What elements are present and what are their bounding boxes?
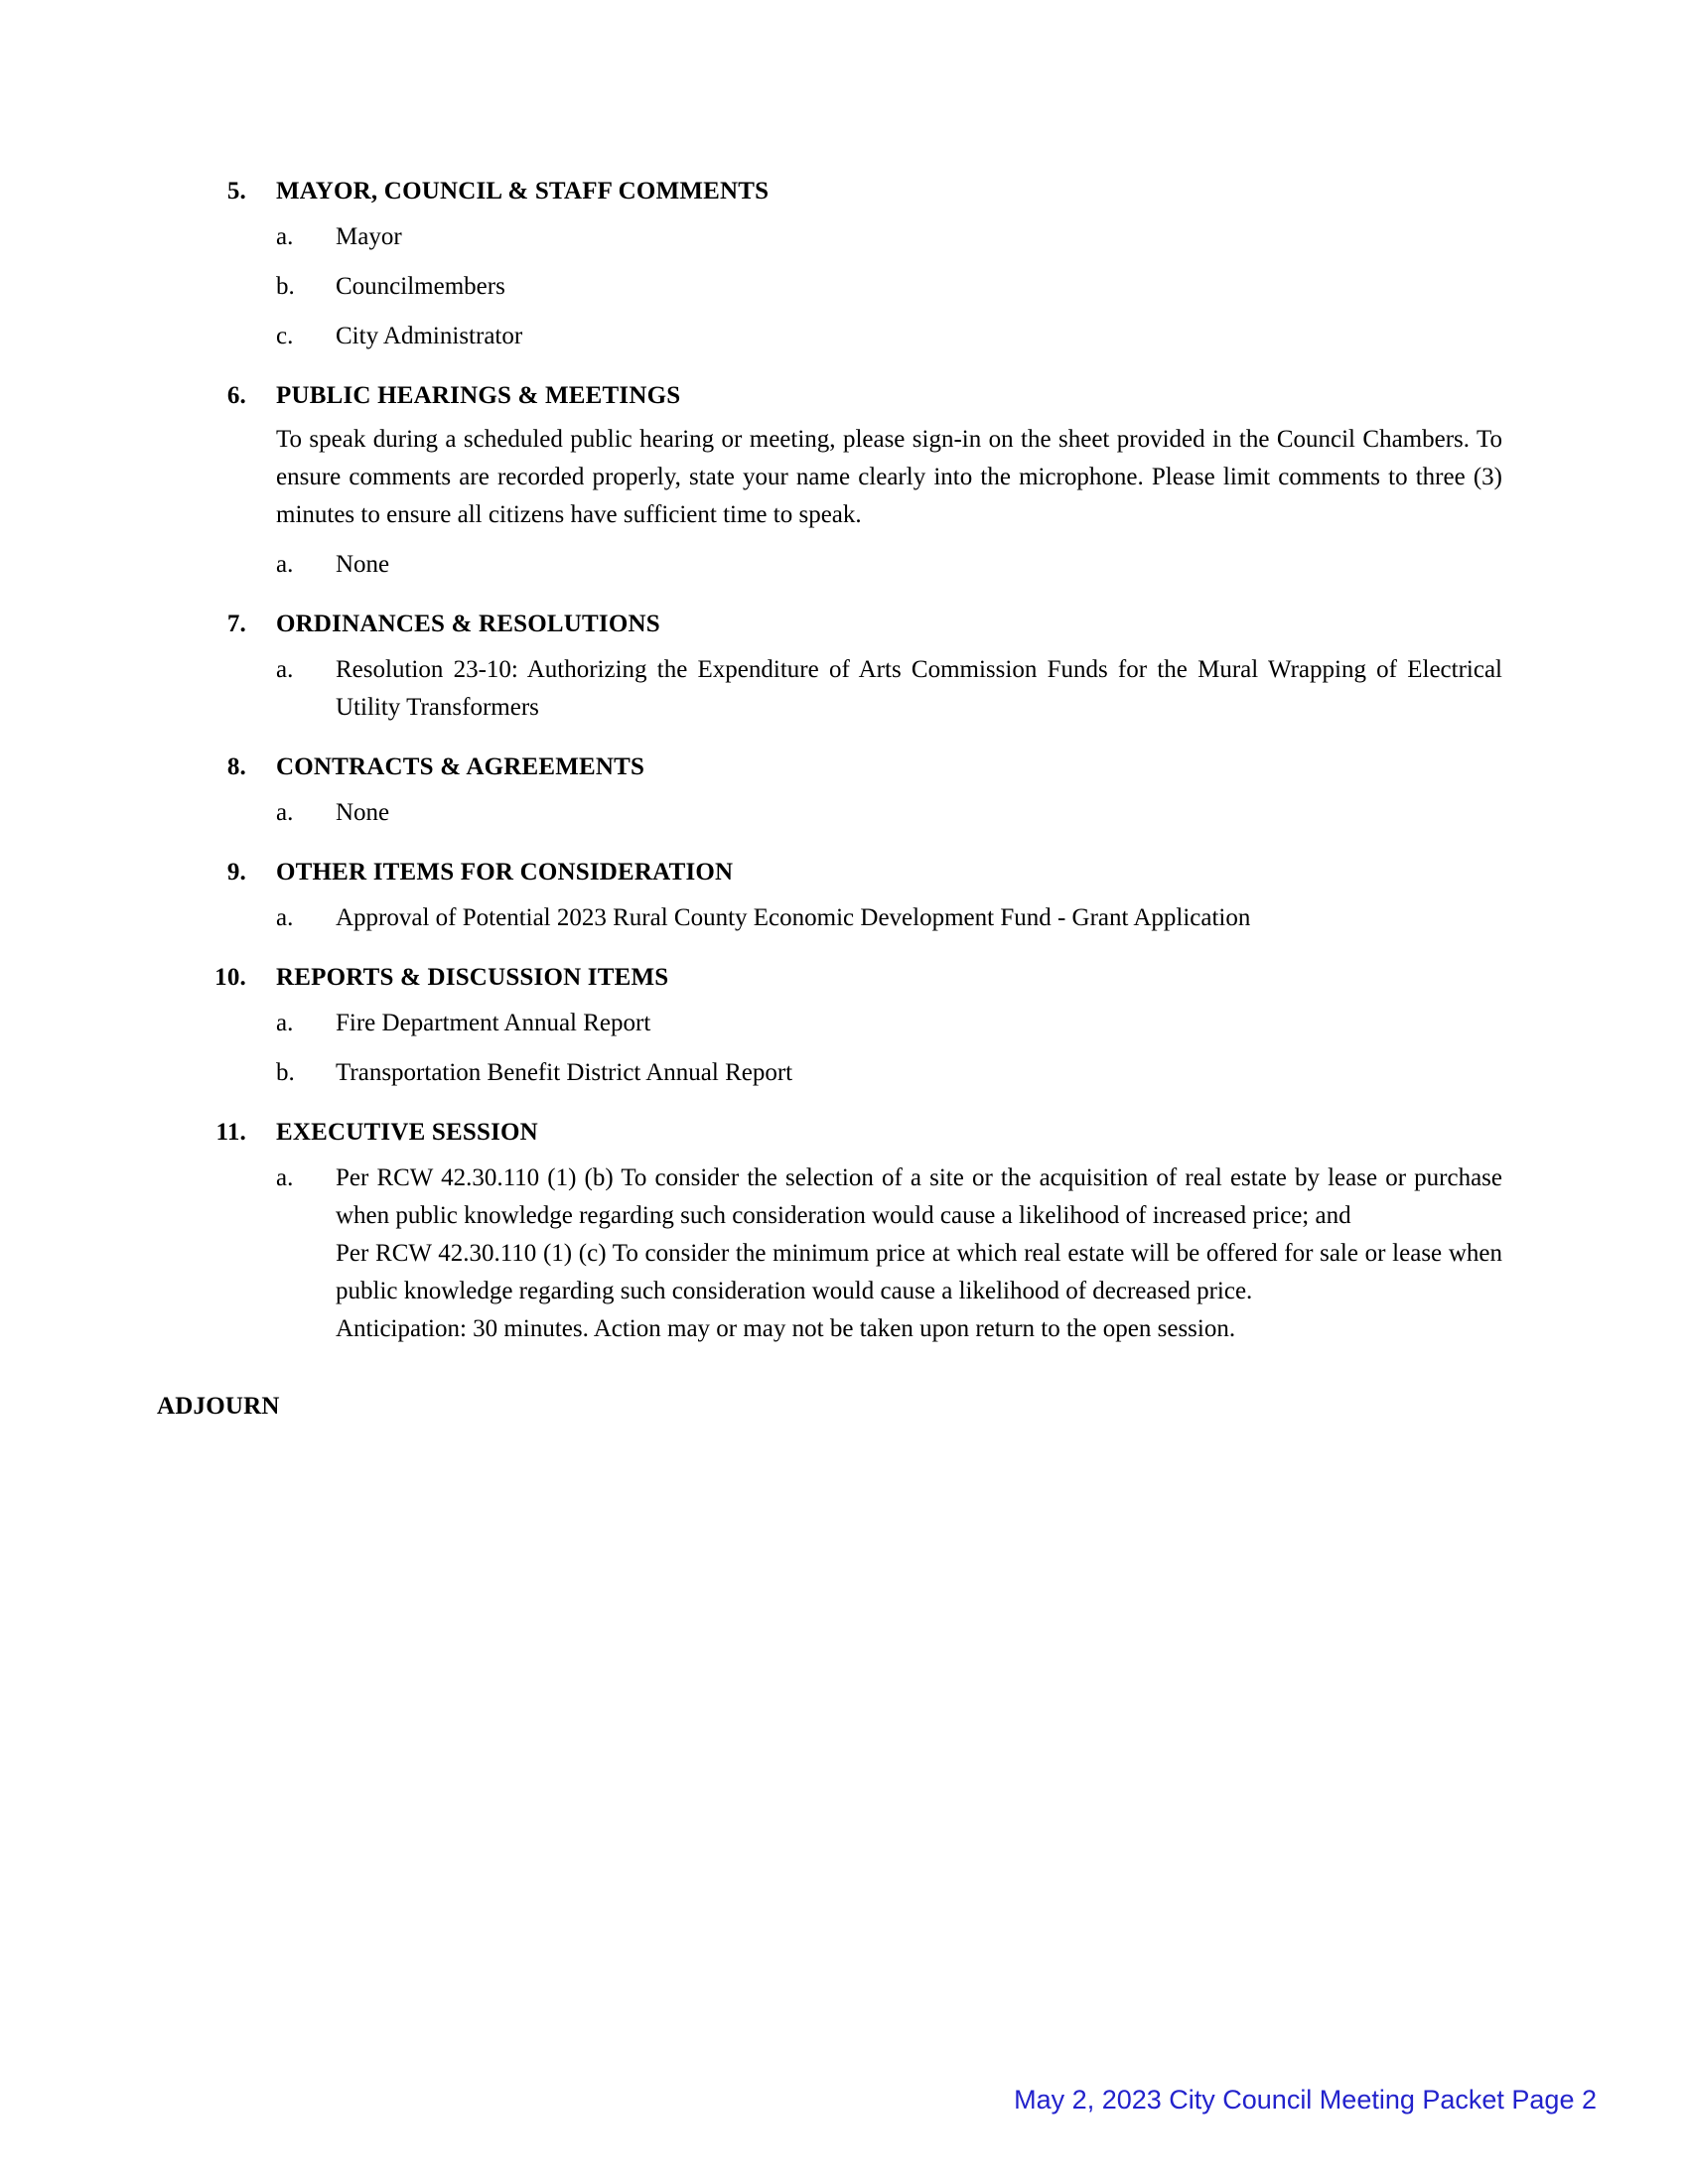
section-header [157, 610, 1502, 639]
agenda-sub-item [276, 546, 1502, 584]
sub-item-letter: a. [276, 656, 294, 683]
sub-item-letter: a. [276, 1164, 294, 1191]
page-footer: May 2, 2023 City Council Meeting Packet Page 2 [1014, 2085, 1597, 2115]
sub-item-text [336, 218, 1502, 256]
sub-item-line: Mayor [336, 223, 402, 250]
sub-item-letter: b. [276, 1059, 295, 1086]
sub-item-letter: a. [276, 1010, 294, 1036]
agenda-section [157, 963, 1502, 1092]
sub-item-letter: c. [276, 323, 294, 349]
section-header [157, 1118, 1502, 1148]
section-title: OTHER ITEMS FOR CONSIDERATION [276, 859, 734, 886]
adjourn-heading: ADJOURN [157, 1393, 280, 1420]
sub-item-text [336, 1005, 1502, 1042]
sub-item-letter: a. [276, 551, 294, 578]
section-number: 7. [226, 611, 246, 637]
sub-item-line: Per RCW 42.30.110 (1) (c) To consider the minimum price at which real estate will be offered for sale or lease when public knowledge regarding such consideration would cause a likelihood of decreased price. [336, 1240, 1502, 1304]
section-number: 10. [214, 964, 246, 991]
sub-item-text [336, 546, 1502, 584]
sub-item-text [336, 318, 1502, 355]
section-intro-paragraph: To speak during a scheduled public hearing or meeting, please sign-in on the sheet provided in the Council Chambers. To ensure comments are recorded properly, state your name clearly into the microphone. Please limit comments to three (3) minutes to ensure all citizens have sufficient time to speak. [276, 426, 1502, 528]
sub-item-line: City Administrator [336, 323, 523, 349]
section-header [157, 963, 1502, 993]
section-title: EXECUTIVE SESSION [276, 1119, 538, 1146]
section-number: 11. [215, 1119, 246, 1146]
sub-item-letter: a. [276, 799, 294, 826]
sub-item-letter: a. [276, 904, 294, 931]
section-number: 8. [226, 753, 246, 780]
agenda-sub-item [276, 268, 1502, 306]
agenda-sub-item [276, 318, 1502, 355]
section-number: 5. [226, 178, 246, 205]
sub-item-line: Fire Department Annual Report [336, 1010, 651, 1036]
agenda-sub-item [276, 794, 1502, 832]
sub-item-line: Per RCW 42.30.110 (1) (b) To consider the selection of a site or the acquisition of real estate by lease or purchase when public knowledge regarding such consideration would cause a likelihood of increased price; and [336, 1164, 1502, 1229]
agenda-section [157, 752, 1502, 832]
agenda-section [157, 858, 1502, 937]
section-header [157, 752, 1502, 782]
section-number: 9. [226, 859, 246, 886]
sub-item-text [336, 794, 1502, 832]
section-title: CONTRACTS & AGREEMENTS [276, 753, 645, 780]
agenda-section [157, 381, 1502, 584]
agenda-sub-item [276, 651, 1502, 727]
section-header [157, 177, 1502, 206]
agenda-section [157, 177, 1502, 355]
sub-item-letter: b. [276, 273, 295, 300]
sub-item-text [336, 268, 1502, 306]
sub-item-line: Councilmembers [336, 273, 505, 300]
agenda-sub-item [276, 218, 1502, 256]
section-title: ORDINANCES & RESOLUTIONS [276, 611, 660, 637]
sub-item-text [336, 899, 1502, 937]
sub-item-text [336, 651, 1502, 727]
sub-item-line: Transportation Benefit District Annual Report [336, 1059, 793, 1086]
agenda-body [157, 177, 1502, 1422]
sub-item-line: None [336, 799, 390, 826]
sub-item-line: Resolution 23-10: Authorizing the Expenditure of Arts Commission Funds for the Mural Wrapping of Electrical Utility Transformers [336, 656, 1502, 721]
section-title: MAYOR, COUNCIL & STAFF COMMENTS [276, 178, 770, 205]
agenda-sub-item [276, 899, 1502, 937]
agenda-sub-item [276, 1005, 1502, 1042]
sub-item-line: None [336, 551, 390, 578]
sub-item-letter: a. [276, 223, 294, 250]
section-header [157, 858, 1502, 887]
sub-item-line: Approval of Potential 2023 Rural County Economic Development Fund - Grant Application [336, 904, 1251, 931]
agenda-section-list [157, 177, 1502, 1348]
section-title: REPORTS & DISCUSSION ITEMS [276, 964, 669, 991]
sub-item-text [336, 1054, 1502, 1092]
section-title: PUBLIC HEARINGS & MEETINGS [276, 382, 681, 409]
agenda-sub-item [276, 1054, 1502, 1092]
sub-item-line: Anticipation: 30 minutes. Action may or may not be taken upon return to the open session. [336, 1315, 1236, 1342]
agenda-section [157, 1118, 1502, 1348]
agenda-sub-item [276, 1160, 1502, 1348]
agenda-section [157, 610, 1502, 727]
sub-item-text [336, 1160, 1502, 1348]
section-header [157, 381, 1502, 411]
section-number: 6. [226, 382, 246, 409]
